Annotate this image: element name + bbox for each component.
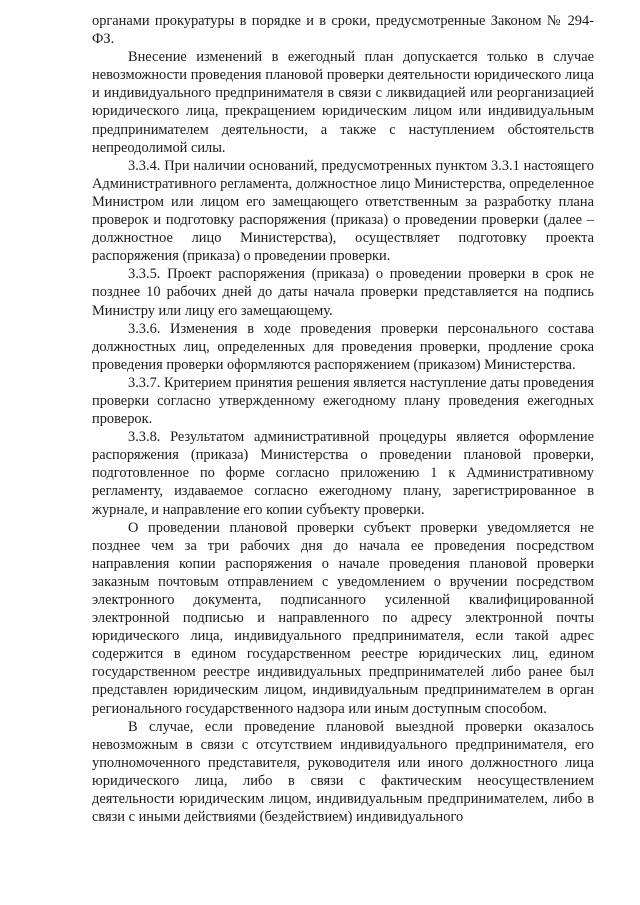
paragraph-3-3-8: 3.3.8. Результатом административной процедуры является оформление распоряжения (приказа) Министерства о проведении плановой проверки, подготовленное по форме согласно приложению 1 к Административному регламенту, издаваемое согласно ежегодному плану, зарегистрированное в журнале, и направление его копии субъекту проверки. xyxy=(92,429,594,518)
paragraph-notification: О проведении плановой проверки субъект проверки уведомляется не позднее чем за три рабочих дня до начала ее проведения посредством направления копии распоряжения о начале проведения плановой проверки заказным почтовым отправлением с уведомлением о вручении посредством электронного документа, подписанного усиленной квалифицированной электронной подписью и направленного по адресу электронной почты юридического лица, индивидуального предпринимателя, если такой адрес содержится в едином государственном реестре юридических лиц, едином государственном реестре индивидуальных предпринимателей либо ранее был представлен юридическим лицом, индивидуальным предпринимателем в орган регионального государственного надзора или иным доступным способом. xyxy=(92,519,594,717)
paragraph-continuation: органами прокуратуры в порядке и в сроки, предусмотренные Законом № 294-ФЗ. xyxy=(92,13,594,48)
document-body xyxy=(92,12,594,826)
paragraph-plan-changes: Внесение изменений в ежегодный план допускается только в случае невозможности проведения плановой проверки деятельности юридического лица и индивидуального предпринимателя в связи с ликвидацией или реорганизацией юридического лица, прекращением юридическим лицом или индивидуальным предпринимателем деятельности, а также с наступлением обстоятельств непреодолимой силы. xyxy=(92,49,594,156)
paragraph-3-3-5: 3.3.5. Проект распоряжения (приказа) о проведении проверки в срок не позднее 10 рабочих дней до даты начала проверки представляется на подпись Министру или лицу его замещающему. xyxy=(92,266,594,319)
paragraph-impossible-inspection: В случае, если проведение плановой выездной проверки оказалось невозможным в связи с отсутствием индивидуального предпринимателя, его уполномоченного представителя, руководителя или иного должностного лица юридического лица, либо в связи с фактическим неосуществлением деятельности юридическим лицом, индивидуальным предпринимателем, либо в связи с иными действиями (бездействием) индивидуального xyxy=(92,718,594,826)
paragraph-3-3-4: 3.3.4. При наличии оснований, предусмотренных пунктом 3.3.1 настоящего Административного регламента, должностное лицо Министерства, определенное Министром или лицом его замещающего ответственным за разработку плана проверок и подготовку распоряжения (приказа) о проведении проверки (далее – должностное лицо Министерства), осуществляет подготовку проекта распоряжения (приказа) о проведении проверки. xyxy=(92,157,594,265)
paragraph-3-3-6: 3.3.6. Изменения в ходе проведения проверки персонального состава должностных лиц, определенных для проведения проверки, продление срока проведения проверки оформляются распоряжением (приказом) Министерства. xyxy=(92,320,594,373)
paragraph-3-3-7: 3.3.7. Критерием принятия решения является наступление даты проведения проверки согласно утвержденному ежегодному плану проведения ежегодных проверок. xyxy=(92,374,594,428)
